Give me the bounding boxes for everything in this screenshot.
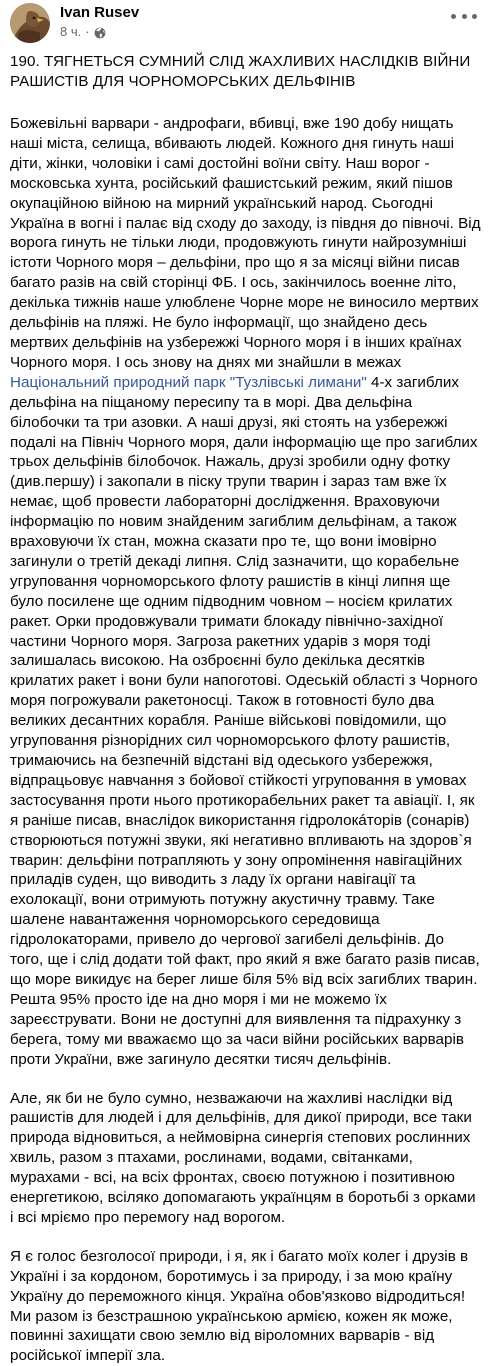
post-paragraph-2: Але, як би не було сумно, незважаючи на жахливі наслідки від рашистів для людей і для дельфінів, для дикої природи, все таки природа відновиться, а неймовірна синергія степових рослинних хвиль, разом з птахами, рослинами, водами, світанками, мурахами - всі, на всіх фронтах, своєю потужною і позитивною енергетикою, всіляко допомагають українцям в боротьбі з орками і всі мріємо про перемогу над ворогом.	[10, 1089, 476, 1226]
more-options-icon[interactable]	[451, 8, 477, 24]
post-title: 190. ТЯГНЕТЬСЯ СУМНИЙ СЛІД ЖАХЛИВИХ НАСЛІДКІВ ВІЙНИ РАШИСТІВ ДЛЯ ЧОРНОМОРСЬКИХ ДЕЛЬФІНІВ	[10, 53, 471, 90]
post-timestamp[interactable]: 8 ч.	[60, 24, 82, 39]
more-dot	[462, 14, 467, 19]
post-paragraph-1	[10, 114, 481, 1070]
more-dot	[451, 14, 456, 19]
park-page-link[interactable]: Національний природний парк "Тузлівські лимани"	[10, 373, 367, 391]
post-meta	[60, 3, 481, 40]
more-dot	[472, 14, 477, 19]
author-name[interactable]: Ivan Rusev	[60, 4, 140, 21]
eagle-avatar-icon	[10, 3, 50, 43]
post-paragraph-3: Я є голос безголосої природи, і я, як і багато моїх колег і друзів в Україні і за кордоном, боротимусь і за природу, і за мою країну Україну до переможного кінця. Україна обов'язково відродиться! Ми разом із безстрашною українською армією, кожен як може, повинні захищати свою землю від віроломних варварів - від російської імперії зла.	[10, 1247, 469, 1365]
author-avatar[interactable]	[10, 3, 50, 43]
post-subline	[60, 23, 481, 40]
paragraph-1-text-a: Божевільні варвари - андрофаги, вбивці, вже 190 добу нищать наші міста, селища, вбивають людей. Кожного дня гинуть наші діти, жінки, чоловіки і самі достойні воїни світу. Наш ворог - московська хунта, російський фашистський режим, який пішов окупаційною війною на мирний український народ. Сьогодні Україна в вогні і палає від сходу до заходу, із півдня до півночі. Від ворога гинуть не тільки люди, продовжують гинути найрозумніші істоти Чорного моря – дельфіни, про що я за місяці війни писав багато разів на свій сторінці ФБ. І ось, закінчилось военне літо, декілька тижнів наше улюблене Чорне море не виносило мертвих дельфінів на пляжі. Не було інформації, що знайдено десь мертвих дельфінів на узбережжі Чорного моря і в інших країнах Чорного моря. І ось знову на днях ми знайшли в межах	[10, 115, 481, 371]
post-header	[10, 0, 481, 52]
paragraph-1-text-b: 4-х загиблих дельфіна на піщаному пересипу та в морі. Два дельфіна білобочки та три азовки. А наші друзі, які стоять на узбережжі подалі на Північ Чорного моря, дали інформацію ще про загиблих трьох дельфінів білобочок. Нажаль, друзі зробили одну фотку (див.першу) і закопали в піску трупи тварин і зараз там вже їх немає, щоб провести лабораторні дослідження. Враховуючи інформацію по новим знайденим загиблим дельфінам, а також враховуючи їх стан, можна сказати про те, що вони імовірно загинули о третій декаді липня. Слід зазначити, що корабельне угруповання чорноморського флоту рашистів в кінці липня ще було посилене ще одним підводним човном – носієм крилатих ракет. Орки продовжували тримати блокаду північно-західної частини Чорного моря. Загроза ракетних ударів з моря тоді залишалась високою. На озброєнні було декілька десятків крилатих ракет і вони були напоготові. Одеській області з Чорного моря погрожували ракетоносці. Також в готовності було два великих десантних корабля. Раніше військові повідомили, що угруповання різнорідних сил чорноморського флоту рашистів, тримаючись на безпечній відстані від одеського узбережжя, відпрацьовує навчання з бойової стійкості угруповання в умовах застосування проти нього протикорабельних ракет та авіації. І, як я раніше писав, внаслідок використання гідролокáторів (сонарів) створюються потужні звуки, які негативно впливають на здоров`я тварин: дельфіни потрапляють у зону опромінення навігаційних приладів суден, що виводить з ладу їх органи навігації та ехолокації, вони отримують потужну акустичну травму. Таке шалене навантаження чорноморського середовища гідролокаторами, привело до чергової загибелі дельфінів. До того, ще і слід додати той факт, про який я вже багато разів писав, що море викидує на берег лише біля 5% від всіх загиблих тварин. Решта 95% просто іде на дно моря і ми не можемо їх зареєструвати. Вони не доступні для виявлення та підрахунку з берега, тому ми вважаємо що за часи війни російських варварів проти України, вже загинуло десятки тисяч дельфінів.	[10, 373, 480, 1068]
globe-icon[interactable]	[94, 26, 106, 38]
separator-dot: ·	[85, 24, 90, 39]
